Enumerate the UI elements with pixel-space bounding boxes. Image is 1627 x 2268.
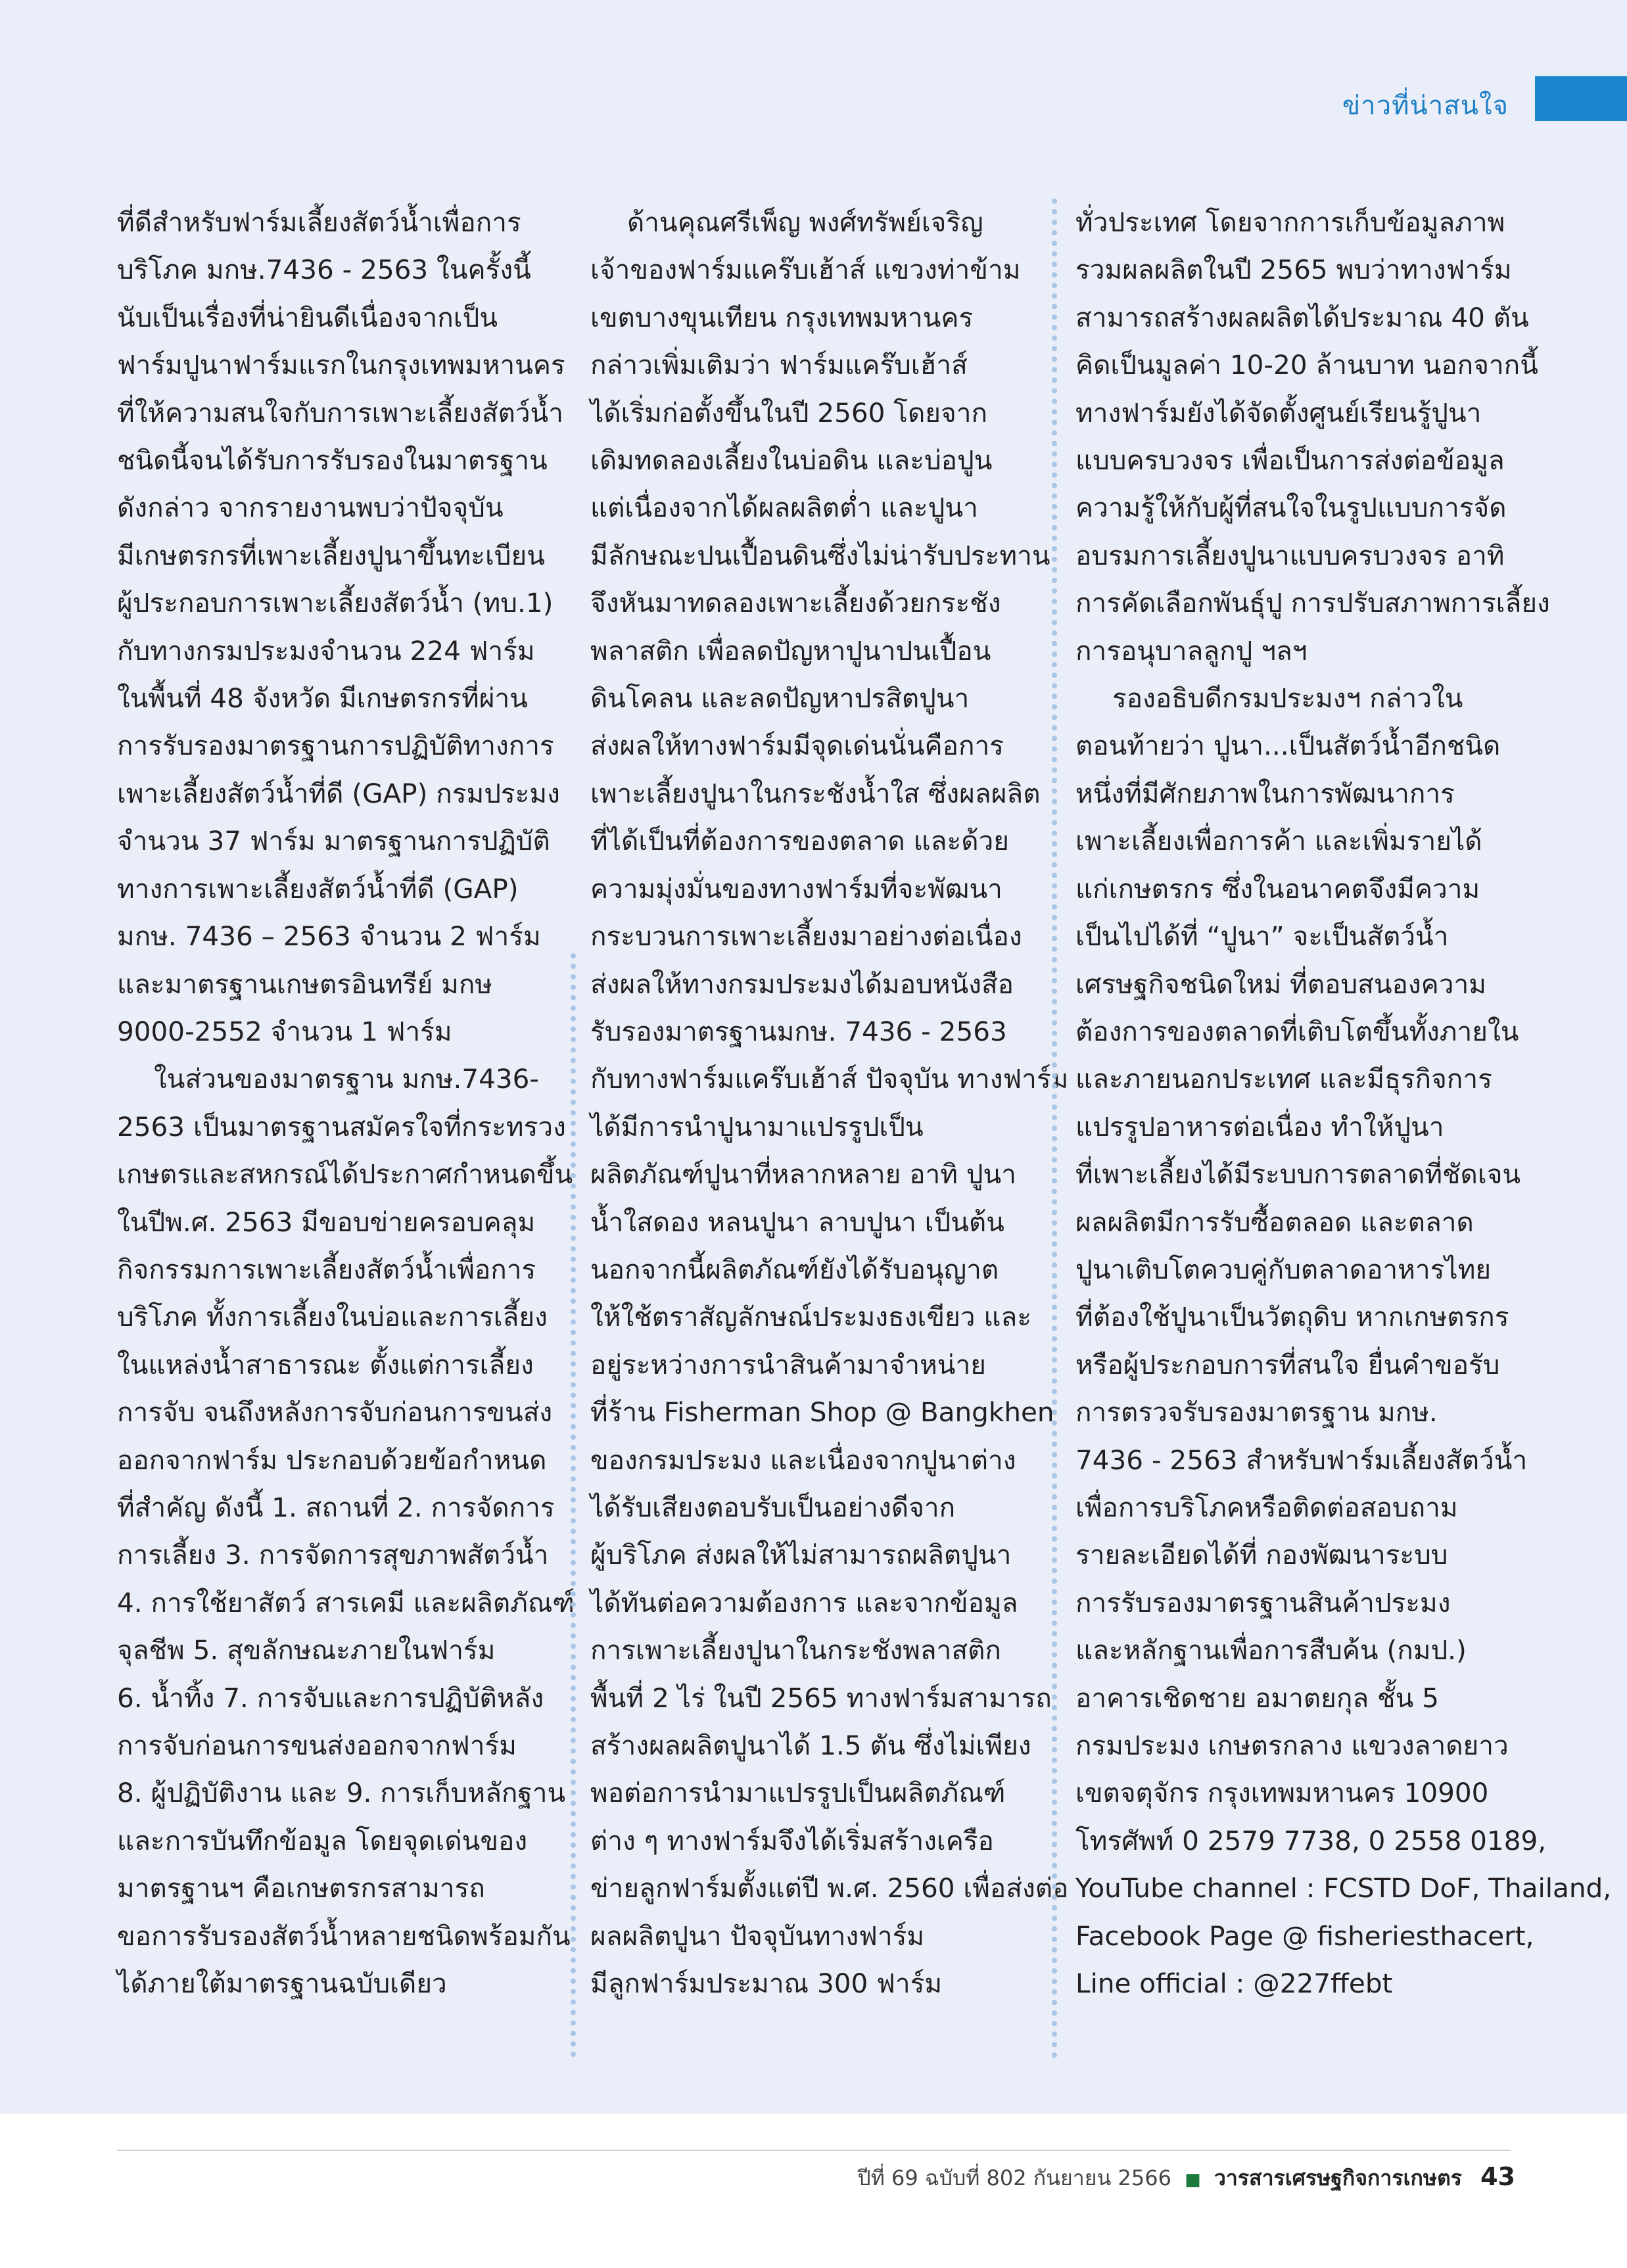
text-line: ส่งผลให้ทางฟาร์มมีจุดเด่นนั่นคือการ xyxy=(590,730,1004,762)
page-footer xyxy=(857,2162,1515,2195)
text-line: ฟาร์มปูนาฟาร์มแรกในกรุงเทพมหานคร xyxy=(117,349,565,381)
text-line: 4. การใช้ยาสัตว์ สารเคมี และผลิตภัณฑ์ xyxy=(117,1586,575,1618)
text-line: ในพื้นที่ 48 จังหวัด มีเกษตรกรที่ผ่าน xyxy=(117,682,528,715)
text-line: การตรวจรับรองมาตรฐาน มกษ. xyxy=(1075,1396,1438,1429)
text-line: และมาตรฐานเกษตรอินทรีย์ มกษ xyxy=(117,968,493,1000)
text-line: และภายนอกประเทศ และมีธุรกิจการ xyxy=(1075,1063,1492,1095)
column-divider xyxy=(571,953,576,2058)
text-line: ความรู้ให้กับผู้ที่สนใจในรูปแบบการจัด xyxy=(1075,492,1507,524)
separator-square: ■ xyxy=(1185,2170,1201,2190)
text-line: มีลูกฟาร์มประมาณ 300 ฟาร์ม xyxy=(590,1968,943,2000)
text-line: บริโภค ทั้งการเลี้ยงในบ่อและการเลี้ยง xyxy=(117,1301,548,1333)
text-line: ทางฟาร์มยังได้จัดตั้งศูนย์เรียนรู้ปูนา xyxy=(1075,396,1482,429)
text-line: กล่าวเพิ่มเติมว่า ฟาร์มแคร๊บเฮ้าส์ xyxy=(590,349,968,381)
text-line: ผลิตภัณฑ์ปูนาที่หลากหลาย อาทิ ปูนา xyxy=(590,1158,1016,1191)
text-line: กับทางฟาร์มแคร๊บเฮ้าส์ ปัจจุบัน ทางฟาร์ม xyxy=(590,1063,1069,1095)
text-line: ของกรมประมง และเนื่องจากปูนาต่าง xyxy=(590,1444,1016,1476)
text-line: สามารถสร้างผลผลิตได้ประมาณ 40 ตัน xyxy=(1075,301,1529,333)
text-line: ตอนท้ายว่า ปูนา...เป็นสัตว์น้ำอีกชนิด xyxy=(1075,730,1501,762)
text-line: 6. น้ำทิ้ง 7. การจับและการปฏิบัติหลัง xyxy=(117,1682,544,1714)
text-line: และหลักฐานเพื่อการสืบค้น (กมป.) xyxy=(1075,1634,1467,1666)
text-line: เป็นไปได้ที่ “ปูนา” จะเป็นสัตว์น้ำ xyxy=(1075,920,1449,953)
article-column-1 xyxy=(117,199,575,2007)
text-line: น้ำใสดอง หลนปูนา ลาบปูนา เป็นต้น xyxy=(590,1206,1004,1238)
text-line: แปรรูปอาหารต่อเนื่อง ทำให้ปูนา xyxy=(1075,1110,1444,1143)
text-line: บริโภค มกษ.7436 - 2563 ในครั้งนี้ xyxy=(117,254,531,286)
text-line: นอกจากนี้ผลิตภัณฑ์ยังได้รับอนุญาต xyxy=(590,1253,999,1285)
text-line: ที่ได้เป็นที่ต้องการของตลาด และด้วย xyxy=(590,825,1009,857)
text-line: ให้ใช้ตราสัญลักษณ์ประมงธงเขียว และ xyxy=(590,1301,1032,1333)
text-line: 2563 เป็นมาตรฐานสมัครใจที่กระทรวง xyxy=(117,1110,566,1143)
text-line: จึงหันมาทดลองเพาะเลี้ยงด้วยกระชัง xyxy=(590,587,1001,619)
text-line: อาคารเชิดชาย อมาตยกุล ชั้น 5 xyxy=(1075,1682,1439,1714)
text-line: ชนิดนี้จนได้รับการรับรองในมาตรฐาน xyxy=(117,444,548,477)
text-line: ความมุ่งมั่นของทางฟาร์มที่จะพัฒนา xyxy=(590,872,1002,905)
text-line: ต้องการของตลาดที่เติบโตขึ้นทั้งภายใน xyxy=(1075,1015,1519,1047)
text-line: ออกจากฟาร์ม ประกอบด้วยข้อกำหนด xyxy=(117,1444,547,1476)
text-line: การเลี้ยง 3. การจัดการสุขภาพสัตว์น้ำ xyxy=(117,1539,549,1571)
text-line: ในส่วนของมาตรฐาน มกษ.7436- xyxy=(154,1063,540,1095)
text-line: สร้างผลผลิตปูนาได้ 1.5 ตัน ซึ่งไม่เพียง xyxy=(590,1730,1031,1761)
text-line: ทั่วประเทศ โดยจากการเก็บข้อมูลภาพ xyxy=(1075,206,1505,238)
text-line: จุลชีพ 5. สุขลักษณะภายในฟาร์ม xyxy=(117,1634,496,1666)
section-color-bar xyxy=(1535,76,1627,121)
text-line: เพาะเลี้ยงเพื่อการค้า และเพิ่มรายได้ xyxy=(1075,825,1482,857)
text-line: นับเป็นเรื่องที่น่ายินดีเนื่องจากเป็น xyxy=(117,301,498,333)
text-line: ในแหล่งน้ำสาธารณะ ตั้งแต่การเลี้ยง xyxy=(117,1348,534,1381)
text-line: เพาะเลี้ยงปูนาในกระชังน้ำใส ซึ่งผลผลิต xyxy=(590,777,1041,809)
text-line: เจ้าของฟาร์มแคร๊บเฮ้าส์ แขวงท่าข้าม xyxy=(590,254,1021,286)
text-line: ปูนาเติบโตควบคู่กับตลาดอาหารไทย xyxy=(1075,1253,1492,1285)
text-line: ดังกล่าว จากรายงานพบว่าปัจจุบัน xyxy=(117,492,504,524)
text-line: และการบันทึกข้อมูล โดยจุดเด่นของ xyxy=(117,1824,528,1856)
text-line: รายละเอียดได้ที่ กองพัฒนาระบบ xyxy=(1075,1539,1448,1571)
text-line: อบรมการเลี้ยงปูนาแบบครบวงจร อาทิ xyxy=(1075,539,1505,571)
text-line: ที่ร้าน Fisherman Shop @ Bangkhen xyxy=(590,1396,1054,1429)
text-line: กับทางกรมประมงจำนวน 224 ฟาร์ม xyxy=(117,634,535,667)
text-line: 9000-2552 จำนวน 1 ฟาร์ม xyxy=(117,1015,452,1047)
footer-rule xyxy=(117,2150,1511,2151)
text-line: เขตจตุจักร กรุงเทพมหานคร 10900 xyxy=(1075,1777,1489,1809)
text-line: ส่งผลให้ทางกรมประมงได้มอบหนังสือ xyxy=(590,968,1014,1000)
issue-info: ปีที่ 69 ฉบับที่ 802 กันยายน 2566 xyxy=(857,2165,1171,2190)
text-line: 7436 - 2563 สำหรับฟาร์มเลี้ยงสัตว์น้ำ xyxy=(1075,1444,1528,1476)
text-line: เดิมทดลองเลี้ยงในบ่อดิน และบ่อปูน xyxy=(590,444,993,477)
text-line: 8. ผู้ปฏิบัติงาน และ 9. การเก็บหลักฐาน xyxy=(117,1777,566,1809)
text-line: ขอการรับรองสัตว์น้ำหลายชนิดพร้อมกัน xyxy=(117,1920,571,1952)
text-line: กรมประมง เกษตรกลาง แขวงลาดยาว xyxy=(1075,1730,1509,1761)
text-line: ที่ดีสำหรับฟาร์มเลี้ยงสัตว์น้ำเพื่อการ xyxy=(117,206,521,238)
text-line: พอต่อการนำมาแปรรูปเป็นผลิตภัณฑ์ xyxy=(590,1777,1006,1809)
article-column-2 xyxy=(590,199,1069,2007)
text-line: เศรษฐกิจชนิดใหม่ ที่ตอบสนองความ xyxy=(1075,968,1486,1000)
text-line: ได้มีการนำปูนามาแปรรูปเป็น xyxy=(590,1110,924,1143)
text-line: โทรศัพท์ 0 2579 7738, 0 2558 0189, xyxy=(1075,1824,1547,1856)
text-line: การรับรองมาตรฐานการปฏิบัติทางการ xyxy=(117,730,554,762)
text-line: การจับ จนถึงหลังการจับก่อนการขนส่ง xyxy=(117,1396,553,1429)
page-number: 43 xyxy=(1480,2162,1515,2191)
text-line: คิดเป็นมูลค่า 10-20 ล้านบาท นอกจากนี้ xyxy=(1075,349,1538,381)
text-line: เพาะเลี้ยงสัตว์น้ำที่ดี (GAP) กรมประมง xyxy=(117,777,560,809)
text-line: ได้ภายใต้มาตรฐานฉบับเดียว xyxy=(117,1968,447,2000)
text-line: ผู้ประกอบการเพาะเลี้ยงสัตว์น้ำ (ทบ.1) xyxy=(117,587,554,619)
text-line: ในปีพ.ศ. 2563 มีขอบข่ายครอบคลุม xyxy=(117,1206,536,1238)
text-line: รองอธิบดีกรมประมงฯ กล่าวใน xyxy=(1112,682,1463,715)
text-line: รับรองมาตรฐานมกษ. 7436 - 2563 xyxy=(590,1015,1007,1047)
text-line: ผลผลิตปูนา ปัจจุบันทางฟาร์ม xyxy=(590,1920,925,1952)
text-line: เกษตรและสหกรณ์ได้ประกาศกำหนดขึ้น xyxy=(117,1158,573,1191)
section-header: ข่าวที่น่าสนใจ xyxy=(1342,91,1509,121)
text-line: ดินโคลน และลดปัญหาปรสิตปูนา xyxy=(590,682,970,715)
text-line: พื้นที่ 2 ไร่ ในปี 2565 ทางฟาร์มสามารถ xyxy=(590,1682,1052,1714)
article-column-3 xyxy=(1075,199,1612,2007)
text-line: แก่เกษตรกร ซึ่งในอนาคตจึงมีความ xyxy=(1075,872,1480,905)
text-line: การอนุบาลลูกปู ฯลฯ xyxy=(1075,634,1308,667)
text-line: ได้ทันต่อความต้องการ และจากข้อมูล xyxy=(590,1586,1018,1618)
text-line: รวมผลผลิตในปี 2565 พบว่าทางฟาร์ม xyxy=(1075,254,1512,286)
text-line: การเพาะเลี้ยงปูนาในกระชังพลาสติก xyxy=(590,1634,1001,1666)
text-line: Line official : @227ffebt xyxy=(1075,1968,1393,2000)
text-line: หรือผู้ประกอบการที่สนใจ ยื่นคำขอรับ xyxy=(1075,1348,1500,1381)
text-line: พลาสติก เพื่อลดปัญหาปูนาปนเปื้อน xyxy=(590,634,991,667)
text-line: ผู้บริโภค ส่งผลให้ไม่สามารถผลิตปูนา xyxy=(590,1539,1012,1571)
text-line: Facebook Page @ fisheriesthacert, xyxy=(1075,1920,1534,1952)
text-line: กระบวนการเพาะเลี้ยงมาอย่างต่อเนื่อง xyxy=(590,920,1022,953)
text-line: มาตรฐานฯ คือเกษตรกรสามารถ xyxy=(117,1872,485,1904)
text-line: ที่สำคัญ ดังนี้ 1. สถานที่ 2. การจัดการ xyxy=(117,1491,555,1523)
text-line: ที่ต้องใช้ปูนาเป็นวัตถุดิบ หากเกษตรกร xyxy=(1075,1301,1509,1333)
text-line: ต่าง ๆ ทางฟาร์มจึงได้เริ่มสร้างเครือ xyxy=(590,1824,994,1856)
text-line: มกษ. 7436 – 2563 จำนวน 2 ฟาร์ม xyxy=(117,920,541,953)
journal-name: วารสารเศรษฐกิจการเกษตร xyxy=(1214,2165,1462,2190)
text-line: อยู่ระหว่างการนำสินค้ามาจำหน่าย xyxy=(590,1348,986,1381)
text-line: กิจกรรมการเพาะเลี้ยงสัตว์น้ำเพื่อการ xyxy=(117,1253,536,1285)
text-line: การคัดเลือกพันธุ์ปู การปรับสภาพการเลี้ยง xyxy=(1075,587,1550,619)
text-line: ได้เริ่มก่อตั้งขึ้นในปี 2560 โดยจาก xyxy=(590,396,988,429)
text-line: YouTube channel : FCSTD DoF, Thailand, xyxy=(1075,1872,1612,1904)
text-line: การจับก่อนการขนส่งออกจากฟาร์ม xyxy=(117,1730,517,1761)
text-line: เขตบางขุนเทียน กรุงเทพมหานคร xyxy=(590,301,974,333)
text-line: แบบครบวงจร เพื่อเป็นการส่งต่อข้อมูล xyxy=(1075,444,1505,477)
text-line: หนึ่งที่มีศักยภาพในการพัฒนาการ xyxy=(1075,777,1455,809)
text-line: ที่ให้ความสนใจกับการเพาะเลี้ยงสัตว์น้ำ xyxy=(117,396,563,429)
column-divider xyxy=(1052,199,1057,2059)
text-line: แต่เนื่องจากได้ผลผลิตต่ำ และปูนา xyxy=(590,492,978,524)
text-line: ผลผลิตมีการรับซื้อตลอด และตลาด xyxy=(1075,1206,1474,1238)
text-line: การรับรองมาตรฐานสินค้าประมง xyxy=(1075,1586,1451,1618)
text-line: มีเกษตรกรที่เพาะเลี้ยงปูนาขึ้นทะเบียน xyxy=(117,539,545,571)
text-line: ทางการเพาะเลี้ยงสัตว์น้ำที่ดี (GAP) xyxy=(117,872,519,905)
text-line: ด้านคุณศรีเพ็ญ พงศ์ทรัพย์เจริญ xyxy=(627,206,983,238)
text-line: จำนวน 37 ฟาร์ม มาตรฐานการปฏิบัติ xyxy=(117,825,550,857)
text-line: ได้รับเสียงตอบรับเป็นอย่างดีจาก xyxy=(590,1491,956,1523)
text-line: เพื่อการบริโภคหรือติดต่อสอบถาม xyxy=(1075,1491,1458,1523)
text-line: มีลักษณะปนเปื้อนดินซึ่งไม่น่ารับประทาน xyxy=(590,539,1050,571)
text-line: ที่เพาะเลี้ยงได้มีระบบการตลาดที่ชัดเจน xyxy=(1075,1158,1521,1191)
text-line: ข่ายลูกฟาร์มตั้งแต่ปี พ.ศ. 2560 เพื่อส่งต่อ xyxy=(590,1872,1069,1904)
